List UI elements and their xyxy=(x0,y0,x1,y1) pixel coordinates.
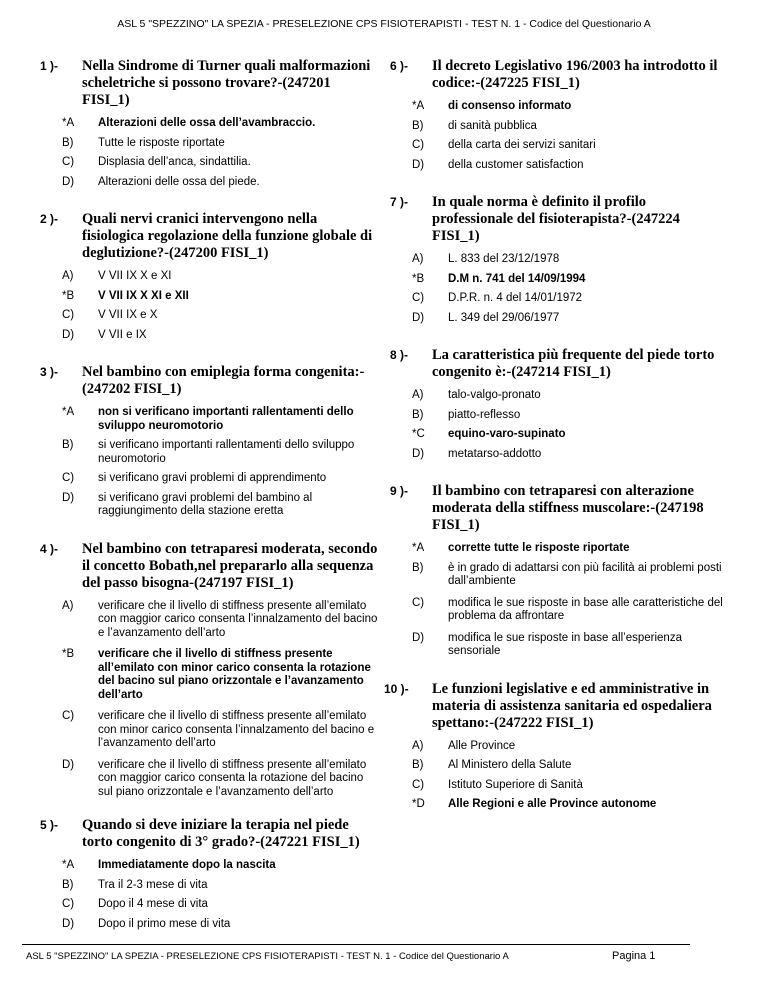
question-text: Il decreto Legislativo 196/2003 ha introdotto il codice:-(247225 FISI_1) xyxy=(432,58,718,91)
option-text: di consenso informato xyxy=(448,100,572,112)
option-text: V VII e IX xyxy=(98,328,147,341)
answer-option xyxy=(412,158,730,173)
option-marker: *A xyxy=(62,117,75,129)
option-marker: *B xyxy=(62,648,75,660)
option-text: modifica le sue risposte in base all’esperienza sensoriale xyxy=(448,631,682,657)
option-text: non si verificano importanti rallentamenti dello sviluppo neuromotorio xyxy=(98,406,354,432)
answer-option xyxy=(62,599,380,641)
option-marker: C) xyxy=(412,596,425,609)
option-text: L. 349 del 29/06/1977 xyxy=(448,311,560,324)
option-text: è in grado di adattarsi con più facilità ai problemi posti dall’ambiente xyxy=(448,561,722,587)
option-marker: A) xyxy=(412,253,424,265)
question-text: La caratteristica più frequente del piede torto congenito è:-(247214 FISI_1) xyxy=(432,347,715,380)
page-footer: ASL 5 "SPEZZINO" LA SPEZIA - PRESELEZIONE CPS FISIOTERAPISTI - TEST N. 1 - Codice del Questionario A xyxy=(26,951,509,962)
option-marker: C) xyxy=(62,309,75,321)
option-text: si verificano importanti rallentamenti dello sviluppo neuromotorio xyxy=(98,439,355,465)
question-number: 9 )- xyxy=(390,484,408,498)
question-text: Nella Sindrome di Turner quali malformazioni scheletriche si possono trovare?-(247201 FISI_1) xyxy=(82,58,371,108)
option-text: Alle Province xyxy=(448,739,516,752)
option-text: V VII IX X e XI xyxy=(98,270,172,282)
option-marker: B) xyxy=(412,561,424,574)
option-text: modifica le sue risposte in base alle caratteristiche del problema da affrontare xyxy=(448,596,723,622)
page-number: Pagina 1 xyxy=(612,950,656,962)
option-text: di sanità pubblica xyxy=(448,119,537,132)
option-text: Alterazioni delle ossa del piede. xyxy=(98,175,260,188)
option-text: Alle Regioni e alle Province autonome xyxy=(448,798,657,810)
option-marker: *B xyxy=(412,272,425,285)
question-number: 2 )- xyxy=(40,212,58,226)
option-text: si verificano gravi problemi del bambino al raggiungimento della stazione eretta xyxy=(98,491,313,517)
answer-option xyxy=(412,292,730,306)
question-3 xyxy=(40,364,380,519)
question-number: 7 )- xyxy=(390,195,408,209)
answer-option xyxy=(62,175,380,190)
answer-option xyxy=(412,778,730,793)
option-marker: A) xyxy=(62,599,74,612)
option-marker: C) xyxy=(412,139,425,151)
answer-option xyxy=(62,917,380,932)
option-marker: D) xyxy=(412,447,425,460)
option-text: Tutte le risposte riportate xyxy=(98,136,225,149)
answer-option xyxy=(412,759,730,773)
option-marker: A) xyxy=(412,739,424,752)
option-marker: C) xyxy=(412,778,425,791)
option-text: Alterazioni delle ossa dell’avambraccio. xyxy=(98,117,316,129)
option-marker: A) xyxy=(412,389,424,401)
question-number: 10 )- xyxy=(384,681,409,696)
option-text: piatto-reflesso xyxy=(448,408,521,421)
option-text: Immediatamente dopo la nascita xyxy=(98,859,276,871)
option-marker: D) xyxy=(62,758,75,771)
option-text: D.M n. 741 del 14/09/1994 xyxy=(448,272,586,285)
question-text: In quale norma è definito il profilo professionale del fisioterapista?-(247224 FISI_1) xyxy=(432,194,680,244)
question-number: 5 )- xyxy=(40,818,58,832)
option-text: si verificano gravi problemi di apprendimento xyxy=(98,472,327,484)
question-4 xyxy=(40,541,380,800)
answer-option xyxy=(62,270,380,284)
option-marker: D) xyxy=(412,158,425,171)
answer-option xyxy=(62,406,380,433)
option-marker: *A xyxy=(412,100,425,112)
answer-option xyxy=(412,408,730,423)
option-text: verificare che il livello di stiffness presente all’emilato con minor carico consenta la rotazione del bacino sul piano orizzontale e l’avanzamento dell’arto xyxy=(98,648,371,701)
option-marker: D) xyxy=(62,175,75,188)
answer-option xyxy=(62,648,380,702)
option-marker: C) xyxy=(412,292,425,304)
answer-option xyxy=(62,472,380,486)
question-text: Quali nervi cranici intervengono nella fisiologica regolazione della funzione globale di deglutizione?-(247200 FISI_1) xyxy=(82,211,373,261)
answer-option xyxy=(412,100,730,114)
option-text: verificare che il livello di stiffness presente all’emilato con minor carico consenta l’innalzamento del bacino e l’avanzamento dell’arto xyxy=(98,710,375,749)
answer-option xyxy=(412,631,730,659)
option-marker: *C xyxy=(412,428,425,440)
question-8 xyxy=(390,347,730,461)
option-marker: B) xyxy=(412,759,424,771)
option-marker: *D xyxy=(412,798,425,810)
option-marker: *A xyxy=(62,859,75,871)
answer-option xyxy=(62,309,380,323)
option-text: V VII IX X XI e XII xyxy=(98,289,189,302)
option-marker: D) xyxy=(412,311,425,324)
option-text: Al Ministero della Salute xyxy=(448,759,572,771)
answer-option xyxy=(412,428,730,442)
question-number: 1 )- xyxy=(40,59,58,73)
question-text: Il bambino con tetraparesi con alterazione moderata della stiffness muscolare:-(247198 FISI_1) xyxy=(432,483,704,533)
question-2 xyxy=(40,211,380,342)
option-marker: B) xyxy=(412,408,424,421)
answer-option xyxy=(62,439,380,466)
answer-option xyxy=(62,328,380,343)
answer-option xyxy=(412,119,730,134)
option-text: Istituto Superiore di Sanità xyxy=(448,778,583,791)
question-text: Le funzioni legislative e ed amministrative in materia di assistenza sanitaria ed ospedaliera spettano:-(247222 FISI_1) xyxy=(432,680,712,731)
question-text: Quando si deve iniziare la terapia nel piede torto congenito di 3° grado?-(247221 FISI_1) xyxy=(82,817,360,850)
question-number: 4 )- xyxy=(40,541,58,556)
question-7 xyxy=(390,194,730,325)
option-marker: *A xyxy=(62,406,75,418)
left-column xyxy=(40,58,380,937)
answer-option xyxy=(62,117,380,131)
question-number: 8 )- xyxy=(390,348,408,362)
option-text: verificare che il livello di stiffness presente all’emilato con maggior carico consenta l’innalzamento del bacino e l’avanzamento dell’arto xyxy=(98,599,378,639)
question-10 xyxy=(384,680,730,812)
answer-option xyxy=(62,136,380,151)
option-text: V VII IX e X xyxy=(98,309,158,321)
answer-option xyxy=(62,710,380,751)
option-marker: D) xyxy=(412,631,425,644)
option-text: della carta dei servizi sanitari xyxy=(448,139,596,151)
option-marker: B) xyxy=(62,878,74,891)
answer-option xyxy=(412,272,730,287)
page-header: ASL 5 "SPEZZINO" LA SPEZIA - PRESELEZIONE CPS FISIOTERAPISTI - TEST N. 1 - Codice del Questionario A xyxy=(117,18,651,30)
answer-option xyxy=(412,311,730,326)
answer-option xyxy=(62,289,380,304)
option-text: L. 833 del 23/12/1978 xyxy=(448,253,560,265)
option-marker: B) xyxy=(62,136,74,149)
question-1 xyxy=(40,58,380,189)
answer-option xyxy=(62,491,380,519)
option-text: Dopo il primo mese di vita xyxy=(98,917,231,930)
option-text: verificare che il livello di stiffness presente all’emilato con maggior carico consenta la rotazione del bacino sul piano orizzontale e l’avanzamento dell’arto xyxy=(98,758,367,798)
answer-option xyxy=(412,389,730,403)
option-marker: B) xyxy=(62,439,74,451)
option-marker: C) xyxy=(62,898,75,910)
option-marker: D) xyxy=(62,491,75,504)
answer-option xyxy=(412,596,730,624)
answer-option xyxy=(412,542,730,556)
answer-option xyxy=(62,878,380,893)
option-marker: C) xyxy=(62,156,75,168)
answer-option xyxy=(62,898,380,912)
answer-option xyxy=(412,798,730,812)
question-5 xyxy=(40,817,380,931)
question-6 xyxy=(390,58,730,172)
option-marker: D) xyxy=(62,917,75,930)
option-text: Displasia dell’anca, sindattilia. xyxy=(98,156,251,168)
option-text: talo-valgo-pronato xyxy=(448,389,541,401)
answer-option xyxy=(412,739,730,754)
option-marker: *B xyxy=(62,289,75,302)
option-marker: C) xyxy=(62,710,75,722)
option-text: D.P.R. n. 4 del 14/01/1972 xyxy=(448,292,583,304)
answer-option xyxy=(62,156,380,170)
answer-option xyxy=(412,139,730,153)
answer-option xyxy=(412,253,730,267)
question-number: 6 )- xyxy=(390,59,408,73)
option-text: metatarso-addotto xyxy=(448,447,542,460)
right-column xyxy=(384,58,730,818)
question-9 xyxy=(390,483,730,659)
question-text: Nel bambino con tetraparesi moderata, secondo il concetto Bobath,nel prepararlo alla sequenza del passo bisogna-(247197 FISI_1) xyxy=(82,540,378,591)
option-marker: D) xyxy=(62,328,75,341)
option-marker: *A xyxy=(412,542,425,554)
option-marker: B) xyxy=(412,119,424,132)
option-text: Tra il 2-3 mese di vita xyxy=(98,878,208,891)
answer-option xyxy=(412,561,730,589)
footer-divider xyxy=(22,944,690,945)
option-text: della customer satisfaction xyxy=(448,158,584,171)
question-text: Nel bambino con emiplegia forma congenita:-(247202 FISI_1) xyxy=(82,364,365,397)
option-text: Dopo il 4 mese di vita xyxy=(98,898,208,910)
option-marker: C) xyxy=(62,472,75,484)
answer-option xyxy=(62,758,380,800)
answer-option xyxy=(62,859,380,873)
option-marker: A) xyxy=(62,270,74,282)
question-number: 3 )- xyxy=(40,365,58,379)
option-text: corrette tutte le risposte riportate xyxy=(448,542,630,554)
answer-option xyxy=(412,447,730,462)
option-text: equino-varo-supinato xyxy=(448,428,566,440)
